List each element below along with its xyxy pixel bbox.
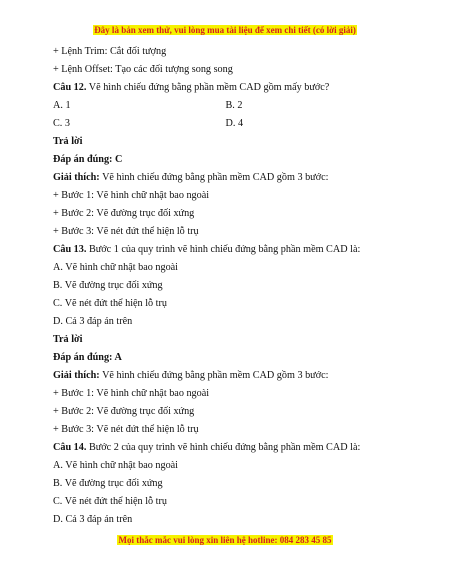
- explanation-text: Vẽ hình chiếu đứng bằng phần mềm CAD gồm 3 bước:: [99, 370, 329, 381]
- correct-answer: Đáp án đúng: C: [53, 154, 123, 165]
- intro-line: + Lệnh Offset: Tạo các đối tượng song song: [53, 64, 233, 75]
- option: D. Cả 3 đáp án trên: [53, 316, 133, 327]
- step-line: + Bước 1: Vẽ hình chữ nhật bao ngoài: [53, 190, 210, 201]
- option: A. Vẽ hình chữ nhật bao ngoài: [53, 262, 179, 273]
- question-label: Câu 14.: [53, 442, 87, 453]
- document-body: [53, 43, 398, 529]
- option: C. 3: [53, 118, 70, 129]
- question-13: [53, 241, 398, 259]
- answer-heading: Trả lời: [53, 136, 83, 147]
- question-14: [53, 439, 398, 457]
- answer-heading: Trả lời: [53, 334, 83, 345]
- step-line: + Bước 2: Vẽ đường trục đối xứng: [53, 208, 195, 219]
- correct-answer: Đáp án đúng: A: [53, 352, 122, 363]
- options-row: [53, 115, 398, 133]
- explanation-label: Giải thích:: [53, 172, 100, 183]
- hotline-banner-text: Mọi thắc mắc vui lòng xin liên hệ hotline: 084 283 45 85: [118, 535, 332, 545]
- step-line: + Bước 3: Vẽ nét đứt thể hiện lỗ trụ: [53, 226, 199, 237]
- option: A. Vẽ hình chữ nhật bao ngoài: [53, 460, 179, 471]
- option: D. Cả 3 đáp án trên: [53, 514, 133, 525]
- question-label: Câu 13.: [53, 244, 87, 255]
- step-line: + Bước 3: Vẽ nét đứt thể hiện lỗ trụ: [53, 424, 199, 435]
- question-12: [53, 79, 398, 97]
- question-text: Bước 2 của quy trình vẽ hình chiếu đứng bằng phần mềm CAD là:: [86, 442, 361, 453]
- explanation: [53, 367, 398, 385]
- option: B. Vẽ đường trục đối xứng: [53, 280, 163, 291]
- option: A. 1: [53, 100, 71, 111]
- options-row: [53, 97, 398, 115]
- option: C. Vẽ nét đứt thể hiện lỗ trụ: [53, 496, 167, 507]
- option: B. 2: [225, 100, 243, 111]
- option: D. 4: [225, 118, 244, 129]
- explanation-text: Vẽ hình chiếu đứng bằng phần mềm CAD gồm 3 bước:: [99, 172, 329, 183]
- step-line: + Bước 1: Vẽ hình chữ nhật bao ngoài: [53, 388, 210, 399]
- question-text: Vẽ hình chiếu đứng bằng phần mềm CAD gồm mấy bước?: [86, 82, 330, 93]
- explanation-label: Giải thích:: [53, 370, 100, 381]
- preview-banner-text: Đây là bản xem thử, vui lòng mua tài liệu để xem chi tiết (có lời giải): [94, 25, 356, 35]
- step-line: + Bước 2: Vẽ đường trục đối xứng: [53, 406, 195, 417]
- preview-banner: [0, 25, 450, 35]
- explanation: [53, 169, 398, 187]
- option: B. Vẽ đường trục đối xứng: [53, 478, 163, 489]
- question-label: Câu 12.: [53, 82, 87, 93]
- option: C. Vẽ nét đứt thể hiện lỗ trụ: [53, 298, 167, 309]
- question-text: Bước 1 của quy trình vẽ hình chiếu đứng bằng phần mềm CAD là:: [86, 244, 361, 255]
- intro-line: + Lệnh Trim: Cắt đối tượng: [53, 46, 167, 57]
- hotline-banner: [0, 535, 450, 545]
